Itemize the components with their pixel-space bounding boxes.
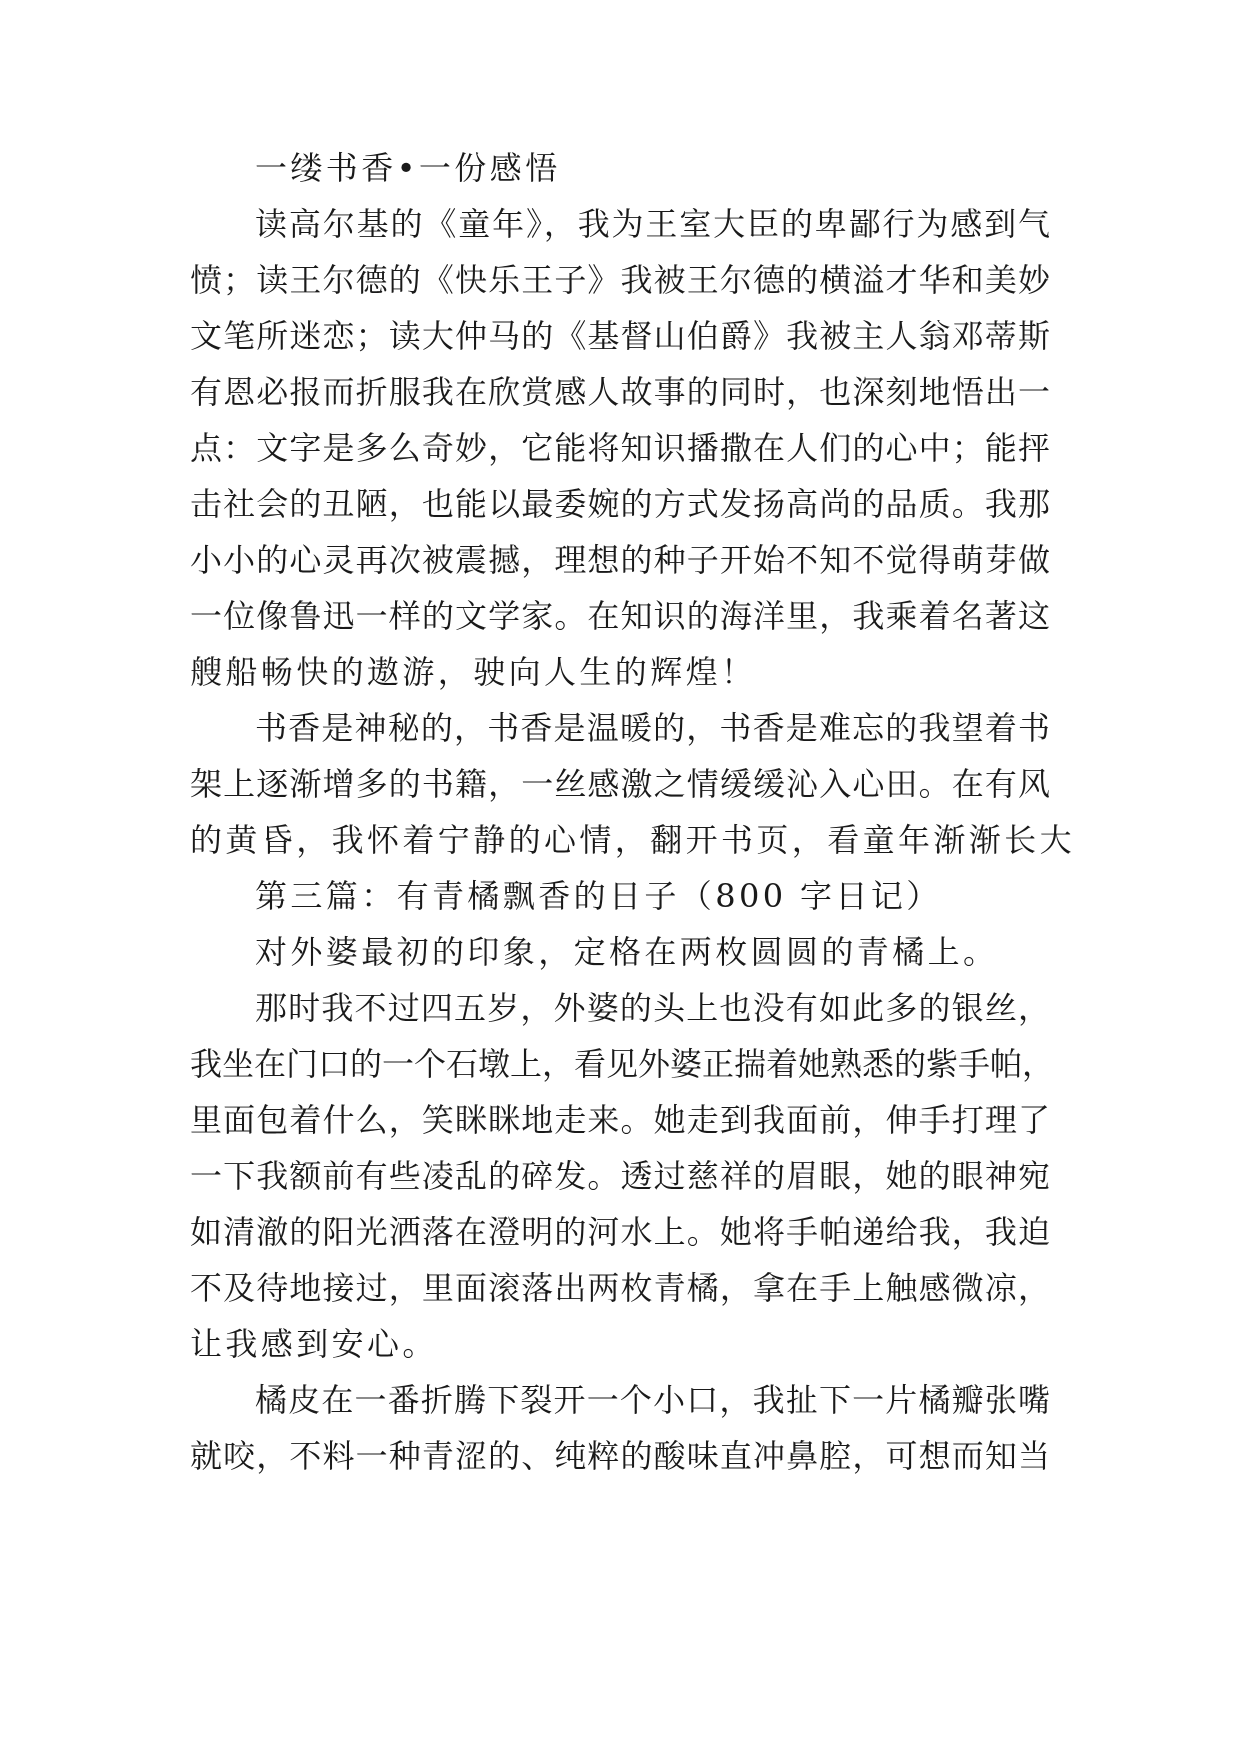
paragraph-line: 的黄昏，我怀着宁静的心情，翻开书页，看童年渐渐长大 bbox=[190, 821, 1076, 859]
paragraph-line: 对外婆最初的印象，定格在两枚圆圆的青橘上。 bbox=[255, 933, 999, 971]
paragraph-line: 读高尔基的《童年》，我为王室大臣的卑鄙行为感到气 bbox=[255, 205, 1050, 243]
paragraph-line: 一下我额前有些凌乱的碎发。透过慈祥的眉眼，她的眼神宛 bbox=[190, 1157, 1050, 1195]
paragraph-line: 文笔所迷恋；读大仲马的《基督山伯爵》我被主人翁邓蒂斯 bbox=[190, 317, 1050, 355]
paragraph-line: 书香是神秘的，书香是温暖的，书香是难忘的我望着书 bbox=[255, 709, 1050, 747]
paragraph-line: 艘船畅快的遨游，驶向人生的辉煌！ bbox=[190, 653, 757, 691]
paragraph-line: 点：文字是多么奇妙，它能将知识播撒在人们的心中；能抨 bbox=[190, 429, 1050, 467]
paragraph-line: 我坐在门口的一个石墩上，看见外婆正揣着她熟悉的紫手帕， bbox=[190, 1045, 1055, 1083]
paragraph-line: 那时我不过四五岁，外婆的头上也没有如此多的银丝， bbox=[255, 989, 1050, 1027]
paragraph-line: 橘皮在一番折腾下裂开一个小口，我扯下一片橘瓣张嘴 bbox=[255, 1381, 1050, 1419]
paragraph-line: 如清澈的阳光洒落在澄明的河水上。她将手帕递给我，我迫 bbox=[190, 1213, 1050, 1251]
paragraph-line: 不及待地接过，里面滚落出两枚青橘，拿在手上触感微凉， bbox=[190, 1269, 1050, 1307]
paragraph-line: 让我感到安心。 bbox=[190, 1325, 438, 1363]
chapter-heading: 第三篇：有青橘飘香的日子（800 字日记） bbox=[255, 877, 942, 915]
paragraph-line: 就咬，不料一种青涩的、纯粹的酸味直冲鼻腔，可想而知当 bbox=[190, 1437, 1050, 1475]
paragraph-line: 愤；读王尔德的《快乐王子》我被王尔德的横溢才华和美妙 bbox=[190, 261, 1050, 299]
paragraph-line: 架上逐渐增多的书籍，一丝感激之情缓缓沁入心田。在有风 bbox=[190, 765, 1050, 803]
section-title: 一缕书香•一份感悟 bbox=[255, 149, 561, 187]
paragraph-line: 有恩必报而折服我在欣赏感人故事的同时，也深刻地悟出一 bbox=[190, 373, 1050, 411]
paragraph-line: 里面包着什么，笑眯眯地走来。她走到我面前，伸手打理了 bbox=[190, 1101, 1050, 1139]
paragraph-line: 小小的心灵再次被震撼，理想的种子开始不知不觉得萌芽做 bbox=[190, 541, 1050, 579]
paragraph-line: 击社会的丑陋，也能以最委婉的方式发扬高尚的品质。我那 bbox=[190, 485, 1050, 523]
paragraph-line: 一位像鲁迅一样的文学家。在知识的海洋里，我乘着名著这 bbox=[190, 597, 1050, 635]
